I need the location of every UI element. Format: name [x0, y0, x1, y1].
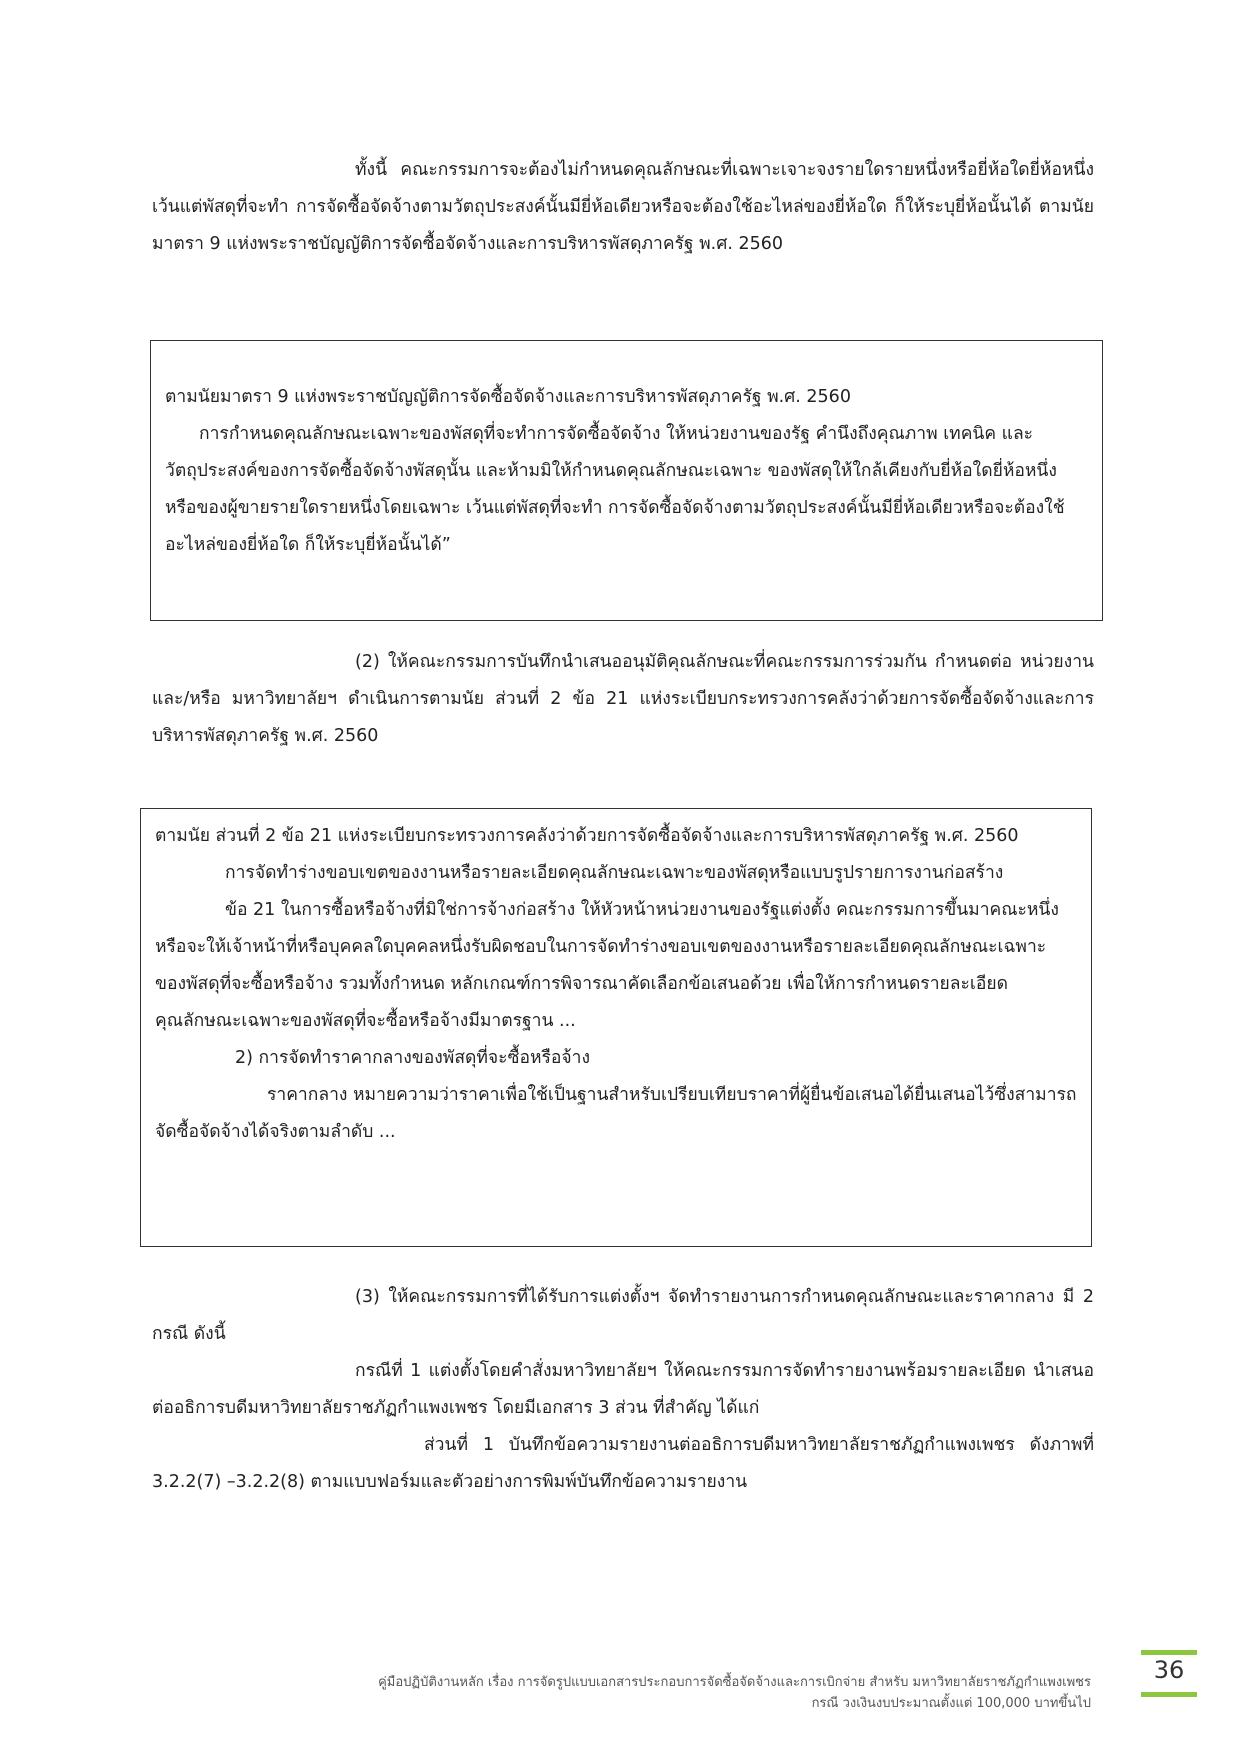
quote-box-2-para-4: ราคากลาง หมายความว่าราคาเพื่อใช้เป็นฐานสำหรับเปรียบเทียบราคาที่ผู้ยื่นข้อเสนอได้ยื่นเสนอไว้ซึ่งสามารถจัดซื้อจัดจ้างได้จริงตามลำดับ ... [155, 1085, 1077, 1142]
page-footer [378, 1672, 1091, 1714]
footer-subtitle: กรณี วงเงินงบประมาณตั้งแต่ 100,000 บาทขึ้นไป [811, 1696, 1091, 1711]
quote-box-2-heading: ตามนัย ส่วนที่ 2 ข้อ 21 แห่งระเบียบกระทรวงการคลังว่าด้วยการจัดซื้อจัดจ้างและการบริหารพัสดุภาครัฐ พ.ศ. 2560 [155, 826, 1019, 846]
paragraph-case-1-text: กรณีที่ 1 แต่งตั้งโดยคำสั่งมหาวิทยาลัยฯ ให้คณะกรรมการจัดทำรายงานพร้อมรายละเอียด นำเสนอต่ออธิการบดีมหาวิทยาลัยราชภัฏกำแพงเพชร โดยมีเอกสาร 3 ส่วน ที่สำคัญ ได้แก่ [152, 1361, 1094, 1418]
quote-box-2-para-3: 2) การจัดทำราคากลางของพัสดุที่จะซื้อหรือจ้าง [235, 1048, 591, 1068]
paragraph-case-1 [152, 1353, 1094, 1427]
paragraph-item-3 [152, 1279, 1094, 1353]
page-number-bottom-bar [1141, 1692, 1197, 1697]
paragraph-item-2-text: (2) ให้คณะกรรมการบันทึกนำเสนออนุมัติคุณลักษณะที่คณะกรรมการร่วมกัน กำหนดต่อ หน่วยงาน และ/หรือ มหาวิทยาลัยฯ ดำเนินการตามนัย ส่วนที่ 2 ข้อ 21 แห่งระเบียบกระทรวงการคลังว่าด้วยการจัดซื้อจัดจ้างและการบริหารพัสดุภาครัฐ พ.ศ. 2560 [152, 652, 1094, 746]
paragraph-part-1 [152, 1427, 1094, 1501]
quote-box-section-9 [150, 340, 1103, 621]
quote-box-2-para-1: การจัดทำร่างขอบเขตของงานหรือรายละเอียดคุณลักษณะเฉพาะของพัสดุหรือแบบรูปรายการงานก่อสร้าง [225, 863, 1004, 883]
paragraph-part-1-text: ส่วนที่ 1 บันทึกข้อความรายงานต่ออธิการบดีมหาวิทยาลัยราชภัฏกำแพงเพชร ดังภาพที่ 3.2.2(7) –3.2.2(8) ตามแบบฟอร์มและตัวอย่างการพิมพ์บันทึกข้อความรายงาน [152, 1435, 1094, 1492]
paragraph-intro [152, 152, 1094, 263]
page-number-top-bar [1141, 1650, 1197, 1655]
quote-box-heading: ตามนัยมาตรา 9 แห่งพระราชบัญญัติการจัดซื้อจัดจ้างและการบริหารพัสดุภาครัฐ พ.ศ. 2560 [165, 387, 851, 407]
page-number: 36 [1153, 1656, 1185, 1684]
paragraph-item-3-text: (3) ให้คณะกรรมการที่ได้รับการแต่งตั้งฯ จัดทำรายงานการกำหนดคุณลักษณะและราคากลาง มี 2 กรณี ดังนี้ [152, 1287, 1094, 1344]
quote-box-section-21 [140, 808, 1092, 1247]
paragraph-intro-text: ทั้งนี้ คณะกรรมการจะต้องไม่กำหนดคุณลักษณะที่เฉพาะเจาะจงรายใดรายหนึ่งหรือยี่ห้อใดยี่ห้อหนึ่งเว้นแต่พัสดุที่จะทำ การจัดซื้อจัดจ้างตามวัตถุประสงค์นั้นมียี่ห้อเดียวหรือจะต้องใช้อะไหล่ของยี่ห้อใด ก็ให้ระบุยี่ห้อนั้นได้ ตามนัยมาตรา 9 แห่งพระราชบัญญัติการจัดซื้อจัดจ้างและการบริหารพัสดุภาครัฐ พ.ศ. 2560 [152, 160, 1094, 254]
paragraph-item-2 [152, 644, 1094, 755]
footer-title: คู่มือปฏิบัติงานหลัก เรื่อง การจัดรูปแบบเอกสารประกอบการจัดซื้อจัดจ้างและการเบิกจ่าย สำหรับ มหาวิทยาลัยราชภัฏกำแพงเพชร [378, 1675, 1091, 1690]
quote-box-2-para-2: ข้อ 21 ในการซื้อหรือจ้างที่มิใช่การจ้างก่อสร้าง ให้หัวหน้าหน่วยงานของรัฐแต่งตั้ง คณะกรรมการขึ้นมาคณะหนึ่ง หรือจะให้เจ้าหน้าที่หรือบุคคลใดบุคคลหนึ่งรับผิดชอบในการจัดทำร่างขอบเขตของงานหรือรายละเอียดคุณลักษณะเฉพาะของพัสดุที่จะซื้อหรือจ้าง รวมทั้งกำหนด หลักเกณฑ์การพิจารณาคัดเลือกข้อเสนอด้วย เพื่อให้การกำหนดรายละเอียดคุณลักษณะเฉพาะของพัสดุที่จะซื้อหรือจ้างมีมาตรฐาน ... [155, 900, 1059, 1031]
quote-box-body: การกำหนดคุณลักษณะเฉพาะของพัสดุที่จะทำการจัดซื้อจัดจ้าง ให้หน่วยงานของรัฐ คำนึงถึงคุณภาพ เทคนิค และวัตถุประสงค์ของการจัดซื้อจัดจ้างพัสดุนั้น และห้ามมิให้กำหนดคุณลักษณะเฉพาะ ของพัสดุให้ใกล้เคียงกับยี่ห้อใดยี่ห้อหนึ่ง หรือของผู้ขายรายใดรายหนึ่งโดยเฉพาะ เว้นแต่พัสดุที่จะทำ การจัดซื้อจัดจ้างตามวัตถุประสงค์นั้นมียี่ห้อเดียวหรือจะต้องใช้อะไหล่ของยี่ห้อใด ก็ให้ระบุยี่ห้อนั้นได้” [165, 424, 1065, 555]
